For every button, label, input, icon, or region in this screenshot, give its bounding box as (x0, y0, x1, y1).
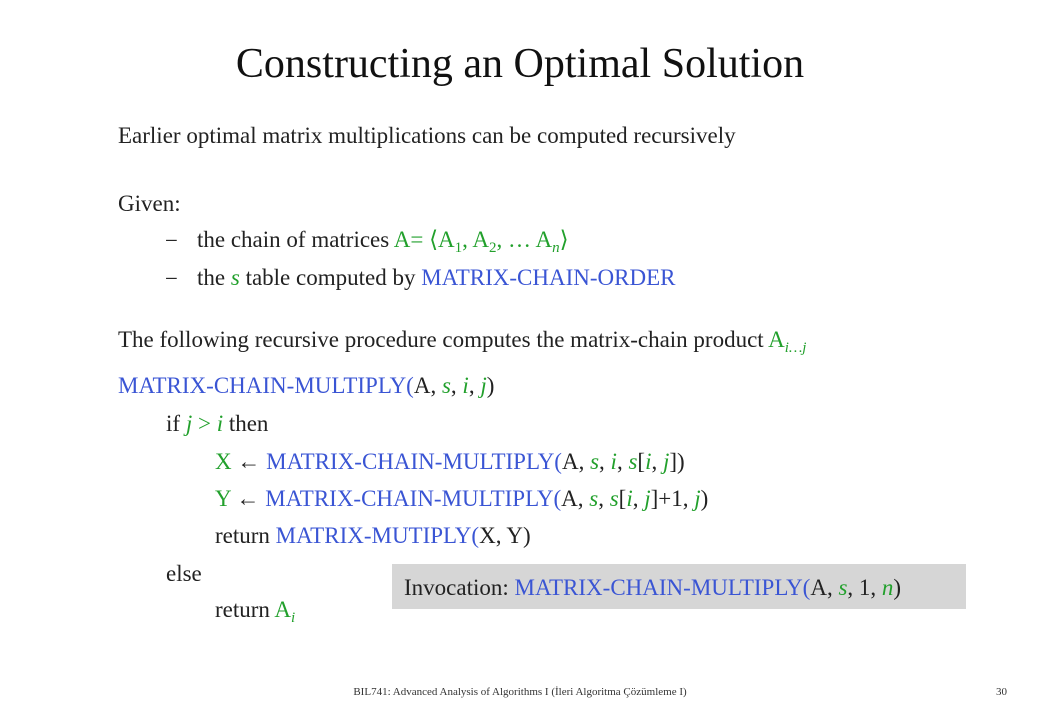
code-y-assign: Y ← MATRIX-CHAIN-MULTIPLY(A, s, s[i, j]+1, j) (215, 486, 709, 511)
code-x-assign: X ← MATRIX-CHAIN-MULTIPLY(A, s, i, s[i, j]) (215, 449, 685, 474)
invocation-text: Invocation: MATRIX-CHAIN-MULTIPLY(A, s, 1, n) (404, 575, 902, 600)
following-text: The following recursive procedure computes the matrix-chain product $A_{i\dots j}$ (118, 327, 807, 356)
page-number: 30 (996, 686, 1007, 698)
code-if: if j > i then (166, 411, 269, 436)
code-signature: MATRIX-CHAIN-MULTIPLY(A, s, i, j) (118, 373, 495, 398)
bullet-chain: the chain of matrices $A= ⟨A_1$, $A_2$, … $A_n⟩$ (197, 227, 569, 256)
slide-footer: BIL741: Advanced Analysis of Algorithms I (İleri Algoritma Çözümleme I) (353, 686, 687, 698)
bullet-s-table: the s table computed by MATRIX-CHAIN-ORDER (197, 265, 676, 290)
slide-title: Constructing an Optimal Solution (235, 41, 805, 87)
bullet-dash: − (165, 266, 178, 291)
invocation-box (392, 564, 966, 609)
code-return-multiply: return MATRIX-MUTIPLY(X, Y) (215, 523, 531, 548)
bullet-dash: − (165, 228, 178, 253)
given-label: Given: (118, 191, 181, 216)
code-return-ai: return $A_i$ (215, 597, 296, 626)
intro-text: Earlier optimal matrix multiplications can be computed recursively (118, 123, 736, 148)
code-else: else (166, 561, 202, 586)
